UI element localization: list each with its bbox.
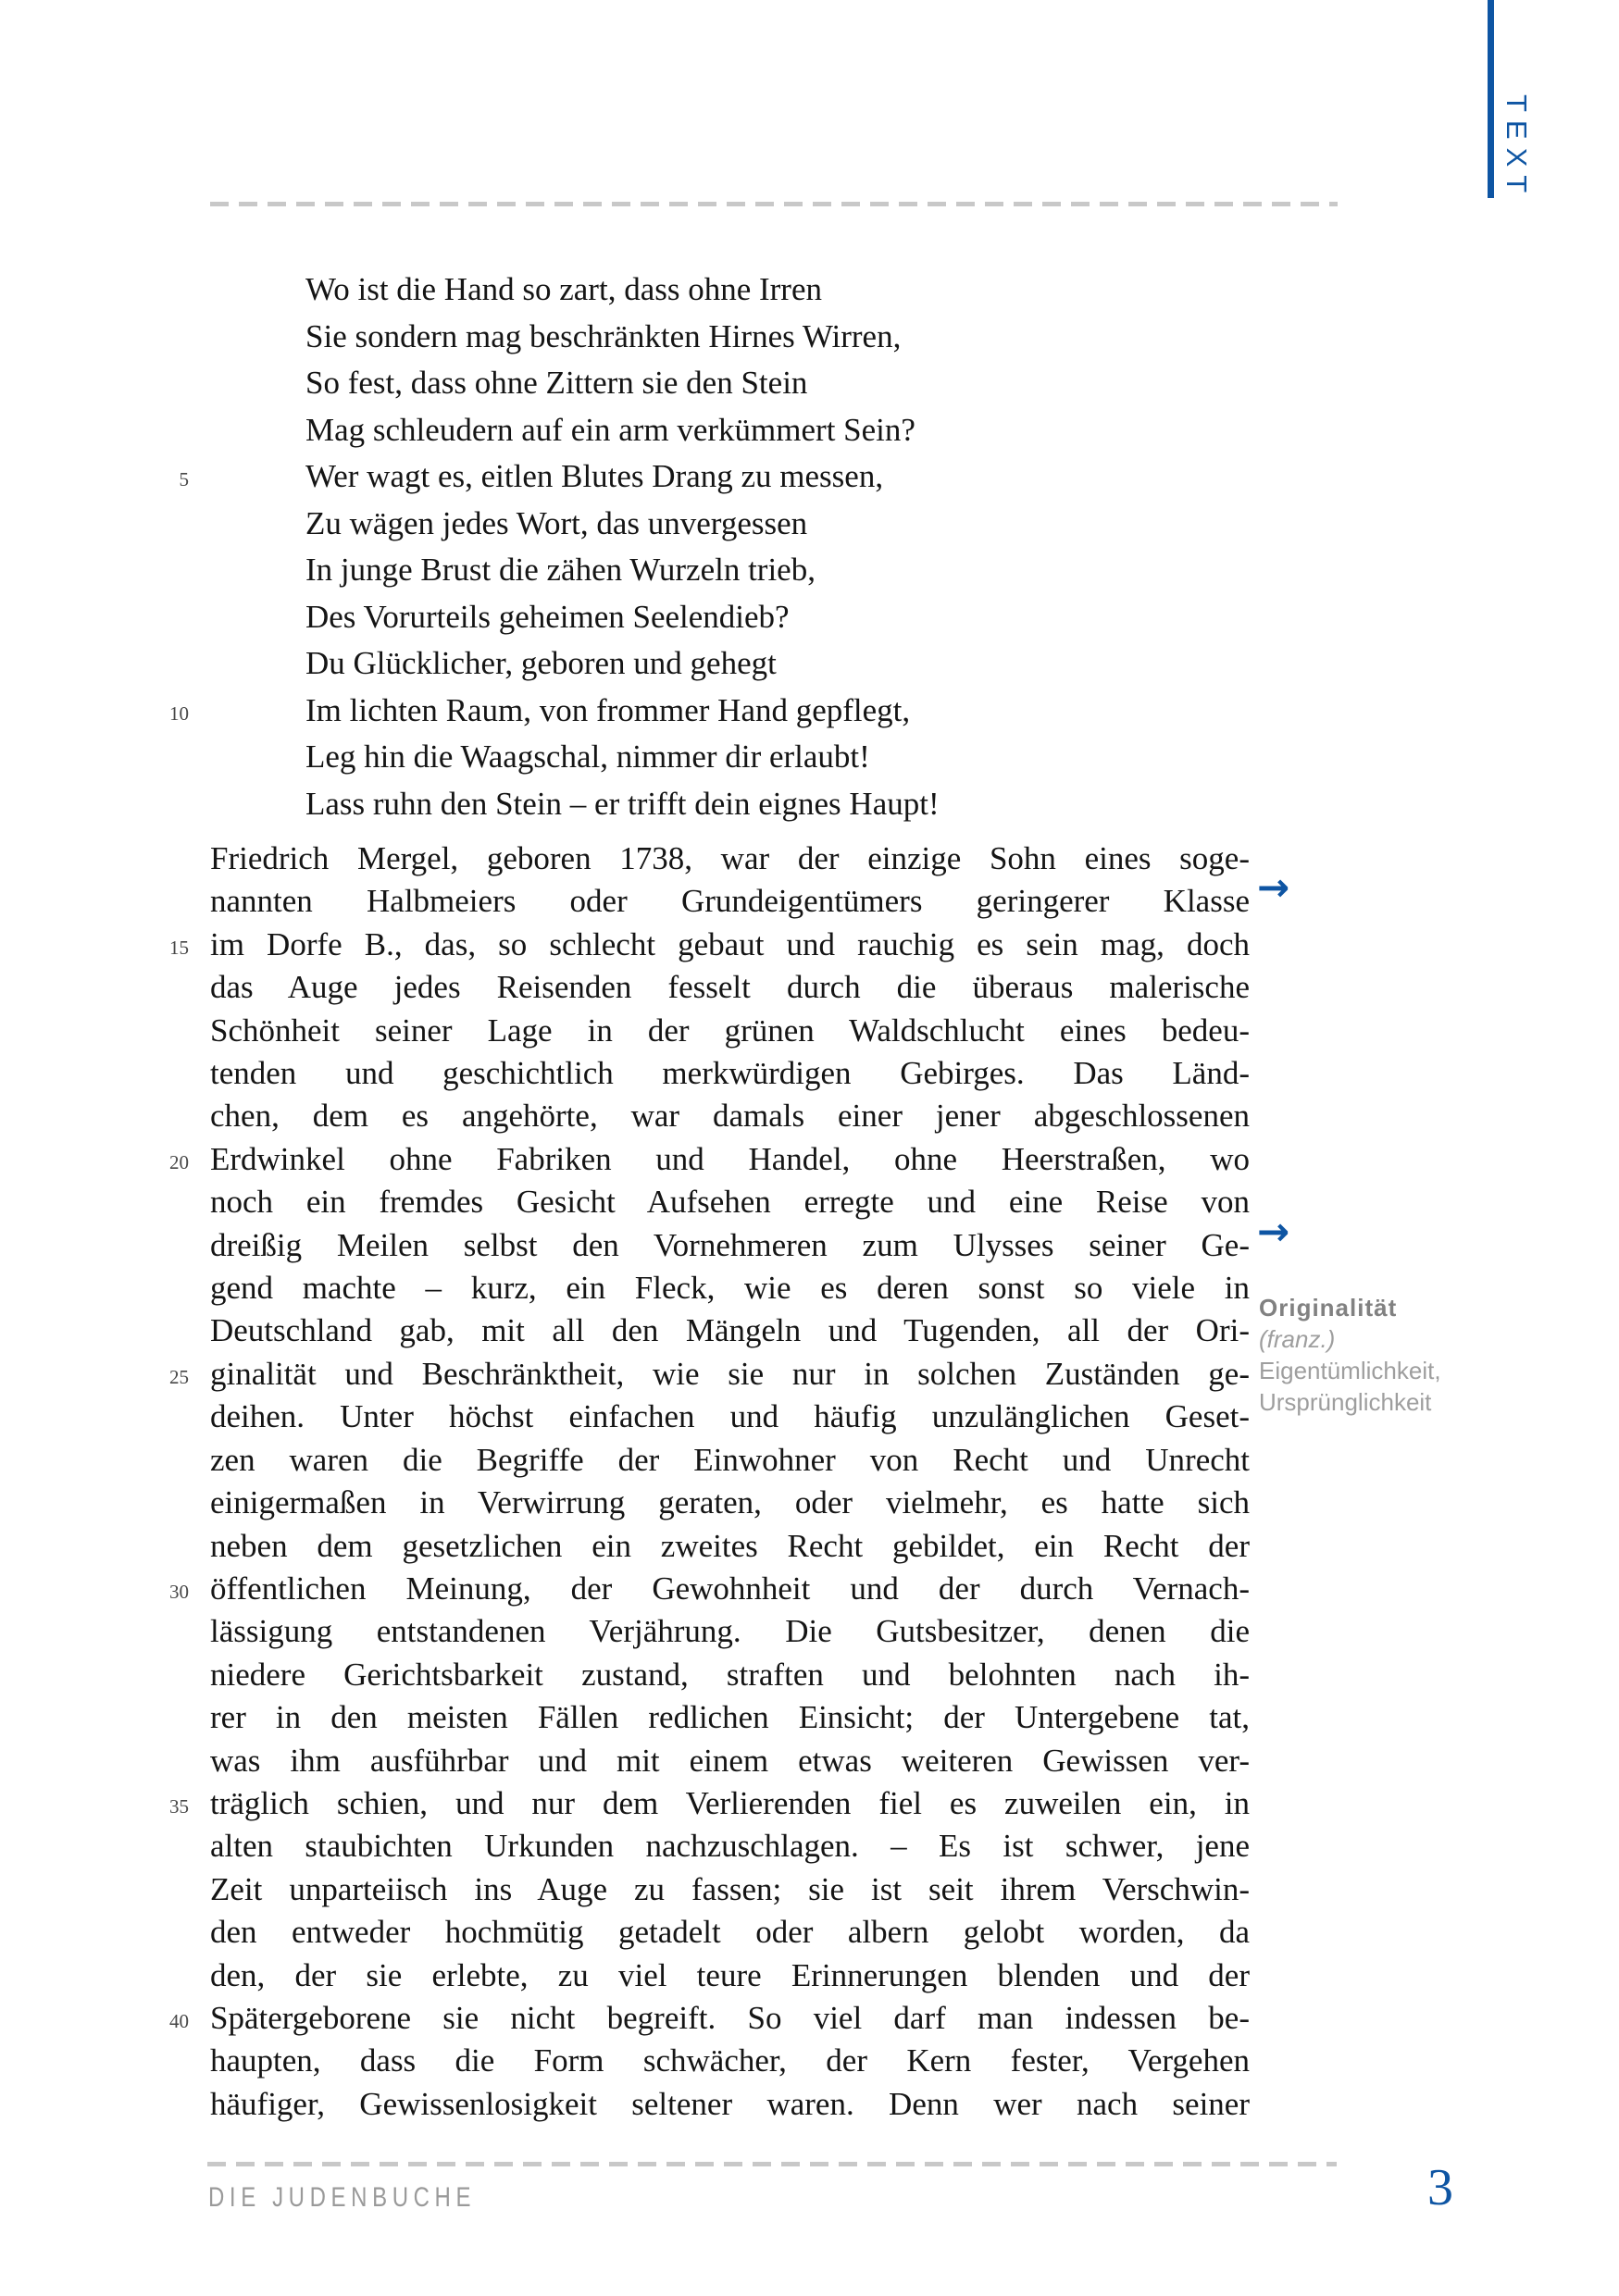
prose-line [210, 1654, 1250, 1696]
prose-line-text: alten staubichten Urkunden nachzuschlagen. – Es ist schwer, jene [210, 1828, 1250, 1865]
prose-line-text: den entweder hochmütig getadelt oder albern gelobt worden, da [210, 1914, 1250, 1951]
prose-line-text: den, der sie erlebte, zu viel teure Erinnerungen blenden und der [210, 1956, 1250, 1993]
poem-line-text: Im lichten Raum, von frommer Hand gepflegt, [305, 691, 911, 728]
prose-line [210, 1955, 1250, 1997]
prose-line [210, 1525, 1250, 1568]
line-number: 5 [179, 468, 189, 490]
prose-line-text: Friedrich Mergel, geboren 1738, war der einzige Sohn eines soge- [210, 840, 1250, 876]
prose-line-text: noch ein fremdes Gesicht Aufsehen erregte und eine Reise von [210, 1184, 1250, 1221]
poem-line [210, 734, 1250, 781]
poem-line [210, 640, 1250, 688]
prose-line-text: Erdwinkel ohne Fabriken und Handel, ohne Heerstraßen, wo [210, 1140, 1250, 1177]
poem-line [210, 267, 1250, 314]
poem-line [210, 407, 1250, 454]
poem-line-text: In junge Brust die zähen Wurzeln trieb, [305, 552, 816, 588]
poem-line [179, 453, 1250, 501]
prose-line [210, 1052, 1250, 1095]
prose-line [210, 2083, 1250, 2126]
prose-line-text: häufiger, Gewissenlosigkeit seltener waren. Denn wer nach seiner [210, 2085, 1250, 2122]
prose-line-text: deihen. Unter höchst einfachen und häufig unzulänglichen Geset- [210, 1398, 1250, 1435]
prose-line-text: niedere Gerichtsbarkeit zustand, straften und belohnten nach ih- [210, 1656, 1250, 1693]
prose-line-text: haupten, dass die Form schwächer, der Kern fester, Vergehen [210, 2042, 1250, 2079]
line-number: 35 [169, 1794, 189, 1818]
poem-line [210, 594, 1250, 641]
prose-line [210, 1396, 1250, 1438]
poem-line-text: Lass ruhn den Stein – er trifft dein eignes Haupt! [305, 785, 940, 822]
prose-line [169, 1138, 1250, 1181]
footer-book-title: DIE JUDENBUCHE [208, 2182, 477, 2213]
prose-line-text: das Auge jedes Reisenden fesselt durch die überaus malerische [210, 969, 1250, 1006]
line-number: 20 [169, 1150, 189, 1173]
margin-note-origin: (franz.) [1259, 1325, 1336, 1353]
poem-line-text: Leg hin die Waagschal, nimmer dir erlaubt! [305, 738, 870, 775]
prose-line [169, 1782, 1250, 1825]
poem-line [210, 360, 1250, 407]
prose-line [210, 2040, 1250, 2082]
prose-line-text: im Dorfe B., das, so schlecht gebaut und rauchig es sein mag, doch [210, 925, 1250, 962]
prose-line-text: träglich schien, und nur dem Verlierenden fiel es zuweilen ein, in [210, 1784, 1250, 1821]
prose-line-text: tenden und geschichtlich merkwürdigen Gebirges. Das Länd- [210, 1055, 1250, 1092]
prose-line-text: was ihm ausführbar und mit einem etwas weiteren Gewissen ver- [210, 1742, 1250, 1779]
margin-note-definition: Ursprünglichkeit [1259, 1388, 1432, 1416]
prose-line [210, 1868, 1250, 1911]
prose-line-text: Spätergeborene sie nicht begreift. So viel darf man indessen be- [210, 1999, 1250, 2036]
prose-line [210, 1010, 1250, 1052]
prose-line-text: chen, dem es angehörte, war damals einer jener abgeschlossenen [210, 1098, 1250, 1135]
prose-line-text: öffentlichen Meinung, der Gewohnheit und der durch Vernach- [210, 1570, 1250, 1607]
prose-line [210, 880, 1250, 923]
prose-block [169, 838, 1250, 2126]
line-number: 25 [169, 1365, 189, 1388]
poem-line-text: Sie sondern mag beschränkten Hirnes Wirren, [305, 317, 902, 354]
prose-line [169, 924, 1250, 966]
prose-line [210, 1482, 1250, 1524]
prose-line-text: dreißig Meilen selbst den Vornehmeren zum Ulysses seiner Ge- [210, 1226, 1250, 1263]
prose-line [210, 966, 1250, 1009]
prose-line [210, 838, 1250, 880]
prose-line-text: Deutschland gab, mit all den Mängeln und Tugenden, all der Ori- [210, 1312, 1250, 1349]
line-number: 40 [169, 2009, 189, 2032]
poem-block [169, 267, 1250, 827]
line-number: 15 [169, 936, 189, 959]
prose-line [210, 1224, 1250, 1267]
gloss-arrow-icon: → [1257, 864, 1290, 910]
poem-line [210, 547, 1250, 594]
margin-note-definition: Eigentümlichkeit, [1259, 1357, 1441, 1384]
poem-line [210, 781, 1250, 828]
poem-line [169, 688, 1250, 735]
chapter-tab-bar [1488, 0, 1494, 198]
poem-line-text: Mag schleudern auf ein arm verkümmert Sein? [305, 411, 915, 448]
prose-line-text: Zeit unparteiisch ins Auge zu fassen; sie ist seit ihrem Verschwin- [210, 1870, 1250, 1907]
prose-line [210, 1740, 1250, 1782]
poem-line-text: So fest, dass ohne Zittern sie den Stein [305, 365, 808, 401]
prose-line [210, 1439, 1250, 1482]
prose-line [169, 1353, 1250, 1396]
prose-line [169, 1568, 1250, 1610]
margin-note [1259, 1292, 1472, 1418]
prose-line [210, 1095, 1250, 1137]
prose-line [210, 1309, 1250, 1352]
prose-line-text: Schönheit seiner Lage in der grünen Waldschlucht eines bedeu- [210, 1011, 1250, 1049]
poem-line-text: Des Vorurteils geheimen Seelendieb? [305, 598, 790, 635]
poem-line-text: Wer wagt es, eitlen Blutes Drang zu messen, [305, 458, 884, 494]
gloss-arrow-icon: → [1257, 1209, 1290, 1254]
line-number: 10 [169, 701, 189, 725]
chapter-tab-label: TEXT [1501, 94, 1533, 202]
prose-line-text: nannten Halbmeiers oder Grundeigentümers geringerer Klasse [210, 883, 1250, 920]
prose-line [210, 1267, 1250, 1309]
footer-page-number: 3 [1427, 2159, 1453, 2216]
prose-line [169, 1997, 1250, 2040]
margin-note-term: Originalität [1259, 1294, 1398, 1322]
poem-line-text: Wo ist die Hand so zart, dass ohne Irren [305, 271, 823, 307]
prose-line-text: einigermaßen in Verwirrung geraten, oder vielmehr, es hatte sich [210, 1484, 1250, 1521]
prose-line-text: zen waren die Begriffe der Einwohner von Recht und Unrecht [210, 1441, 1250, 1478]
poem-line [210, 314, 1250, 361]
poem-line [210, 501, 1250, 548]
prose-line [210, 1181, 1250, 1223]
prose-line [210, 1696, 1250, 1739]
prose-line [210, 1911, 1250, 1954]
prose-line-text: gend machte – kurz, ein Fleck, wie es deren sonst so viele in [210, 1270, 1250, 1307]
prose-line-text: ginalität und Beschränktheit, wie sie nur in solchen Zuständen ge- [210, 1355, 1250, 1392]
poem-line-text: Zu wägen jedes Wort, das unvergessen [305, 504, 808, 541]
prose-line-text: lässigung entstandenen Verjährung. Die Gutsbesitzer, denen die [210, 1613, 1250, 1650]
prose-line [210, 1825, 1250, 1868]
prose-line [210, 1610, 1250, 1653]
line-number: 30 [169, 1580, 189, 1603]
prose-line-text: rer in den meisten Fällen redlichen Einsicht; der Untergebene tat, [210, 1699, 1250, 1736]
poem-line-text: Du Glücklicher, geboren und gehegt [305, 645, 777, 681]
top-dashed-rule [210, 202, 1338, 206]
bottom-dashed-rule [207, 2162, 1337, 2166]
prose-line-text: neben dem gesetzlichen ein zweites Recht gebildet, ein Recht der [210, 1527, 1250, 1564]
